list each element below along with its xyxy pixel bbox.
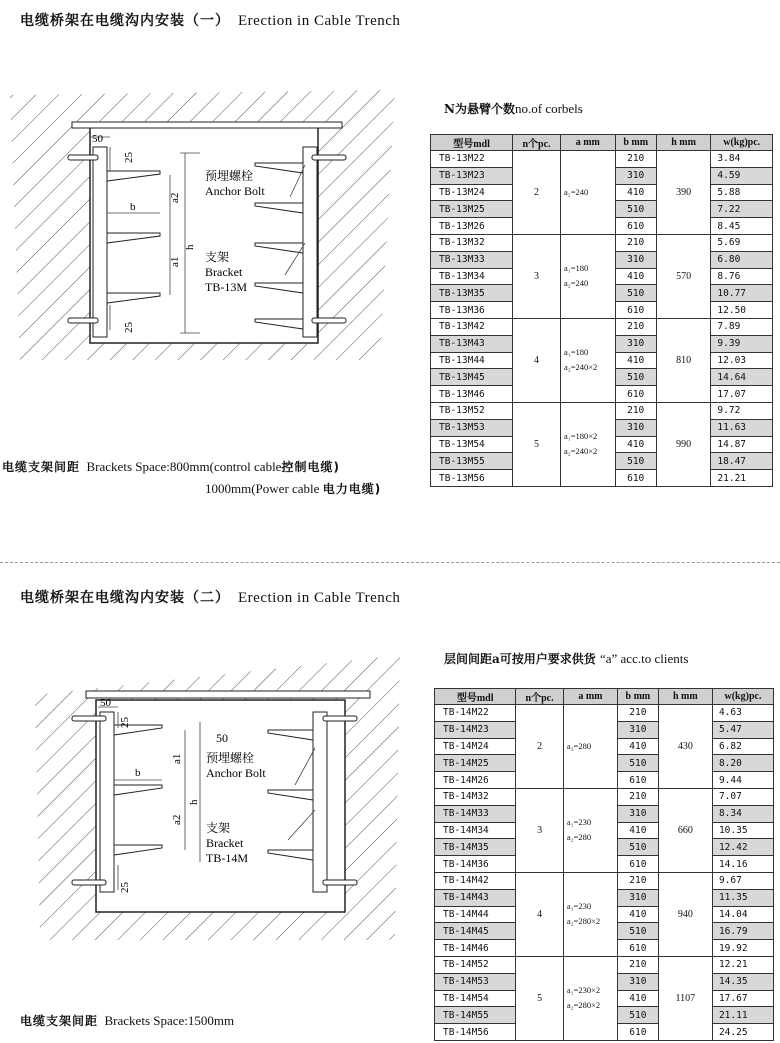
table-cell: TB-13M32 — [431, 234, 513, 251]
a-spacing-value: a₂=240 — [563, 278, 589, 289]
table-cell: TB-13M56 — [431, 470, 513, 487]
table-header-cell: b mm — [615, 135, 656, 151]
dim-h: h — [184, 244, 196, 250]
section2-note — [444, 650, 688, 667]
table-header-row — [435, 689, 774, 705]
table-cell: 16.79 — [712, 923, 773, 940]
table-cell: TB-14M46 — [435, 940, 516, 957]
table-header-cell: w(kg)pc. — [712, 689, 773, 705]
table-cell: 9.39 — [711, 335, 773, 352]
table-cell: TB-14M42 — [435, 872, 516, 889]
a-spacing-value: a₁=180×2 — [563, 431, 598, 442]
table-header-row — [431, 135, 773, 151]
table-cell: 310 — [615, 167, 656, 184]
table-cell: TB-14M55 — [435, 1007, 516, 1024]
dim-50-top: 50 — [100, 697, 111, 709]
anchor-label-cn: 预埋螺栓 — [205, 169, 254, 183]
table-cell: 610 — [618, 772, 659, 789]
table-cell: 7.07 — [712, 788, 773, 805]
table-cell: 9.72 — [711, 402, 773, 419]
left-rail-2 — [100, 712, 114, 892]
table-cell: 510 — [618, 839, 659, 856]
table-cell: 940 — [658, 872, 712, 956]
table-cell: 4.59 — [711, 167, 773, 184]
table-cell: TB-13M36 — [431, 302, 513, 319]
table-cell: 12.21 — [712, 956, 773, 973]
table-cell: 17.67 — [712, 990, 773, 1007]
table-cell: 570 — [656, 234, 711, 318]
table-row — [435, 956, 774, 973]
cover-plate — [72, 122, 342, 128]
table-cell: 210 — [618, 956, 659, 973]
table-cell: TB-13M23 — [431, 167, 513, 184]
section2-space-line1: Brackets Space:1500mm — [104, 1013, 235, 1028]
table-cell: 4 — [513, 318, 561, 402]
table-cell: TB-14M23 — [435, 721, 516, 738]
table-cell: 410 — [615, 184, 656, 201]
section1-space-line1: Brackets Space:800mm(control cable — [86, 459, 282, 474]
table-cell: 210 — [615, 234, 656, 251]
table-header-cell: h mm — [656, 135, 711, 151]
table-header-cell: a mm — [563, 689, 617, 705]
table-cell: TB-13M54 — [431, 436, 513, 453]
table-cell — [560, 234, 615, 318]
a-spacing-value: a₁=230 — [566, 901, 592, 912]
table-cell: 410 — [618, 738, 659, 755]
table-cell: 810 — [656, 318, 711, 402]
table-cell: 21.21 — [711, 470, 773, 487]
table-cell: TB-13M45 — [431, 369, 513, 386]
table-cell: 4.63 — [712, 705, 773, 722]
table-cell: TB-14M45 — [435, 923, 516, 940]
table-cell — [560, 318, 615, 402]
table-cell: 14.64 — [711, 369, 773, 386]
table-cell: TB-14M24 — [435, 738, 516, 755]
table-cell: 410 — [615, 436, 656, 453]
table-cell: TB-13M52 — [431, 402, 513, 419]
dim-b: b — [130, 201, 136, 213]
section1-note — [444, 100, 583, 117]
section2-note-cn: 层间间距a可按用户要求供货 — [444, 652, 596, 666]
section1-trench-diagram — [0, 85, 430, 365]
table-cell: TB-13M25 — [431, 201, 513, 218]
table-cell: 18.47 — [711, 453, 773, 470]
table-cell: 3 — [513, 234, 561, 318]
table-cell: 210 — [615, 318, 656, 335]
table-cell: 610 — [615, 386, 656, 403]
table-cell: TB-14M36 — [435, 856, 516, 873]
section1-note-cn: N为悬臂个数 — [444, 102, 515, 116]
table-cell: TB-13M22 — [431, 151, 513, 168]
section1-title — [20, 10, 400, 30]
section1-space-line2: 1000mm(Power cable — [205, 481, 320, 496]
table-cell: 8.34 — [712, 805, 773, 822]
table-cell: TB-13M35 — [431, 285, 513, 302]
table-cell: TB-13M46 — [431, 386, 513, 403]
table-cell: 510 — [618, 755, 659, 772]
dim-h-2: h — [188, 799, 200, 805]
table-cell: 11.63 — [711, 419, 773, 436]
table-cell: 610 — [615, 302, 656, 319]
table-cell — [560, 151, 615, 235]
dim-25-bottom-2: 25 — [119, 882, 131, 893]
table-cell — [563, 705, 617, 789]
table-cell: 390 — [656, 151, 711, 235]
table-cell: 3 — [516, 788, 563, 872]
bracket-label-en-2: Bracket — [206, 836, 244, 850]
table-cell: TB-14M33 — [435, 805, 516, 822]
table-cell: 2 — [516, 705, 563, 789]
table-cell: 410 — [615, 268, 656, 285]
section1-bracket-space — [2, 458, 340, 475]
a-spacing-value: a₂=280×2 — [566, 916, 601, 927]
table-cell: 5.47 — [712, 721, 773, 738]
table-cell: 310 — [615, 335, 656, 352]
table-cell — [563, 956, 617, 1040]
bracket-label-cn-2: 支架 — [206, 821, 231, 835]
table-cell: 610 — [618, 1024, 659, 1041]
table-cell: 210 — [615, 151, 656, 168]
dim-25-top-2: 25 — [119, 717, 131, 728]
table-cell: 990 — [656, 402, 711, 486]
table-header-cell: n个pc. — [513, 135, 561, 151]
table-cell: TB-14M35 — [435, 839, 516, 856]
table-cell: TB-13M34 — [431, 268, 513, 285]
table-row — [435, 872, 774, 889]
bracket-model: TB-13M — [205, 280, 247, 294]
section2-bracket-space — [20, 1012, 234, 1029]
a-spacing-value: a₂=240×2 — [563, 446, 598, 457]
bracket-label-cn: 支架 — [205, 250, 230, 264]
cover-plate-2 — [86, 691, 370, 698]
table-cell: 17.07 — [711, 386, 773, 403]
table-cell: 11.35 — [712, 889, 773, 906]
table-cell: 2 — [513, 151, 561, 235]
table-header-cell: 型号mdl — [435, 689, 516, 705]
table-cell — [563, 788, 617, 872]
a-spacing-value: a₂=240 — [563, 186, 589, 197]
table-cell: 14.87 — [711, 436, 773, 453]
table-cell: TB-14M56 — [435, 1024, 516, 1041]
table-cell: TB-13M26 — [431, 218, 513, 235]
table-header-cell: b mm — [618, 689, 659, 705]
table-cell: TB-14M26 — [435, 772, 516, 789]
table-cell: TB-14M44 — [435, 906, 516, 923]
dim-50-mid: 50 — [216, 731, 228, 745]
a-spacing-value: a₁=180 — [563, 263, 589, 274]
section2-title-en: Erection in Cable Trench — [238, 590, 401, 606]
table-row — [431, 402, 773, 419]
section1-space-line1-cn: 控制电缆) — [281, 460, 340, 474]
table-cell — [560, 402, 615, 486]
table-cell: TB-14M43 — [435, 889, 516, 906]
dim-50: 50 — [92, 133, 103, 145]
table-row — [435, 788, 774, 805]
table-cell: TB-13M24 — [431, 184, 513, 201]
table-header-cell: a mm — [560, 135, 615, 151]
dim-a2-2: a2 — [171, 814, 183, 825]
table-cell — [563, 872, 617, 956]
table-cell: TB-14M54 — [435, 990, 516, 1007]
table-cell: TB-13M42 — [431, 318, 513, 335]
a-spacing-value: a₂=280 — [566, 740, 592, 751]
table-cell: 1107 — [658, 956, 712, 1040]
table-cell: TB-13M43 — [431, 335, 513, 352]
table-header-cell: 型号mdl — [431, 135, 513, 151]
a-spacing-value: a₁=230×2 — [566, 985, 601, 996]
table-cell: 4 — [516, 872, 563, 956]
dim-b-2: b — [135, 767, 141, 779]
bracket-label-en: Bracket — [205, 265, 243, 279]
section2-spec-table — [434, 688, 774, 1041]
table-row — [431, 234, 773, 251]
table-row — [435, 705, 774, 722]
table-cell: TB-14M52 — [435, 956, 516, 973]
table-cell: 6.82 — [712, 738, 773, 755]
table-cell: TB-14M53 — [435, 973, 516, 990]
table-cell: 6.80 — [711, 251, 773, 268]
table-cell: 5 — [516, 956, 563, 1040]
section-divider — [0, 562, 780, 563]
dim-25-top: 25 — [123, 152, 135, 163]
section1-title-en: Erection in Cable Trench — [238, 13, 401, 29]
anchor-label-cn-2: 预埋螺栓 — [206, 751, 255, 765]
table-cell: 7.22 — [711, 201, 773, 218]
right-rail-2 — [313, 712, 327, 892]
table-cell: 310 — [618, 805, 659, 822]
table-cell: TB-14M25 — [435, 755, 516, 772]
table-cell: 410 — [615, 352, 656, 369]
table-cell: 14.16 — [712, 856, 773, 873]
table-cell: 5 — [513, 402, 561, 486]
table-cell: 510 — [615, 285, 656, 302]
table-cell: 660 — [658, 788, 712, 872]
table-row — [431, 318, 773, 335]
a-spacing-value: a₁=230 — [566, 817, 592, 828]
table-cell: 14.04 — [712, 906, 773, 923]
table-cell: 610 — [615, 470, 656, 487]
table-cell: TB-14M22 — [435, 705, 516, 722]
section1-note-en: no.of corbels — [514, 101, 583, 116]
anchor-label-en: Anchor Bolt — [205, 184, 265, 198]
table-cell: 8.76 — [711, 268, 773, 285]
table-cell: 12.50 — [711, 302, 773, 319]
table-cell: 310 — [618, 721, 659, 738]
section1-title-cn: 电缆桥架在电缆沟内安装（一） — [20, 13, 230, 29]
bracket-model-2: TB-14M — [206, 851, 248, 865]
table-cell: TB-13M33 — [431, 251, 513, 268]
table-cell: 14.35 — [712, 973, 773, 990]
a-spacing-value: a₂=280×2 — [566, 1000, 601, 1011]
dim-a1: a1 — [169, 256, 181, 267]
table-cell: 410 — [618, 822, 659, 839]
a-spacing-value: a₂=240×2 — [563, 362, 598, 373]
table-cell: 310 — [618, 973, 659, 990]
anchor-label-en-2: Anchor Bolt — [206, 766, 266, 780]
table-row — [431, 151, 773, 168]
section2-title — [20, 587, 400, 607]
section2-space-cn: 电缆支架间距 — [20, 1014, 99, 1028]
section1-space-cn: 电缆支架间距 — [2, 460, 81, 474]
table-cell: 210 — [615, 402, 656, 419]
table-cell: 9.44 — [712, 772, 773, 789]
table-cell: 10.77 — [711, 285, 773, 302]
table-cell: 24.25 — [712, 1024, 773, 1041]
table-cell: TB-13M44 — [431, 352, 513, 369]
table-cell: 310 — [615, 419, 656, 436]
section2-trench-diagram — [0, 650, 430, 950]
table-cell: 210 — [618, 872, 659, 889]
table-cell: 210 — [618, 705, 659, 722]
section2-note-en: “a” acc.to clients — [599, 651, 689, 666]
left-rail — [93, 147, 107, 337]
table-cell: 9.67 — [712, 872, 773, 889]
table-cell: 410 — [618, 906, 659, 923]
table-cell: TB-14M34 — [435, 822, 516, 839]
table-cell: TB-13M53 — [431, 419, 513, 436]
section1-space-line2-cn: 电力电缆) — [322, 482, 382, 496]
section2-title-cn: 电缆桥架在电缆沟内安装（二） — [20, 590, 230, 606]
table-cell: 610 — [618, 940, 659, 957]
table-cell: 12.03 — [711, 352, 773, 369]
table-cell: 430 — [658, 705, 712, 789]
table-cell: 510 — [618, 1007, 659, 1024]
table-cell: 8.20 — [712, 755, 773, 772]
dim-a1-2: a1 — [171, 753, 183, 764]
table-cell: TB-14M32 — [435, 788, 516, 805]
table-cell: 510 — [618, 923, 659, 940]
table-cell: 3.84 — [711, 151, 773, 168]
table-cell: 8.45 — [711, 218, 773, 235]
table-cell: 310 — [615, 251, 656, 268]
table-cell: 7.89 — [711, 318, 773, 335]
table-cell: 410 — [618, 990, 659, 1007]
section1-spec-table — [430, 134, 773, 487]
table-cell: 12.42 — [712, 839, 773, 856]
table-cell: 21.11 — [712, 1007, 773, 1024]
table-header-cell: h mm — [658, 689, 712, 705]
table-cell: 210 — [618, 788, 659, 805]
table-cell: 10.35 — [712, 822, 773, 839]
table-cell: 510 — [615, 453, 656, 470]
dim-25-bottom: 25 — [123, 322, 135, 333]
table-cell: TB-13M55 — [431, 453, 513, 470]
table-cell: 5.69 — [711, 234, 773, 251]
table-header-cell: n个pc. — [516, 689, 563, 705]
right-rail — [303, 147, 317, 337]
table-cell: 610 — [618, 856, 659, 873]
table-header-cell: w(kg)pc. — [711, 135, 773, 151]
table-cell: 510 — [615, 369, 656, 386]
section1-bracket-space-2 — [205, 480, 381, 497]
a-spacing-value: a₂=280 — [566, 832, 592, 843]
table-cell: 5.88 — [711, 184, 773, 201]
dim-a2: a2 — [169, 192, 181, 203]
table-cell: 610 — [615, 218, 656, 235]
table-cell: 310 — [618, 889, 659, 906]
table-cell: 19.92 — [712, 940, 773, 957]
a-spacing-value: a₁=180 — [563, 347, 589, 358]
table-cell: 510 — [615, 201, 656, 218]
